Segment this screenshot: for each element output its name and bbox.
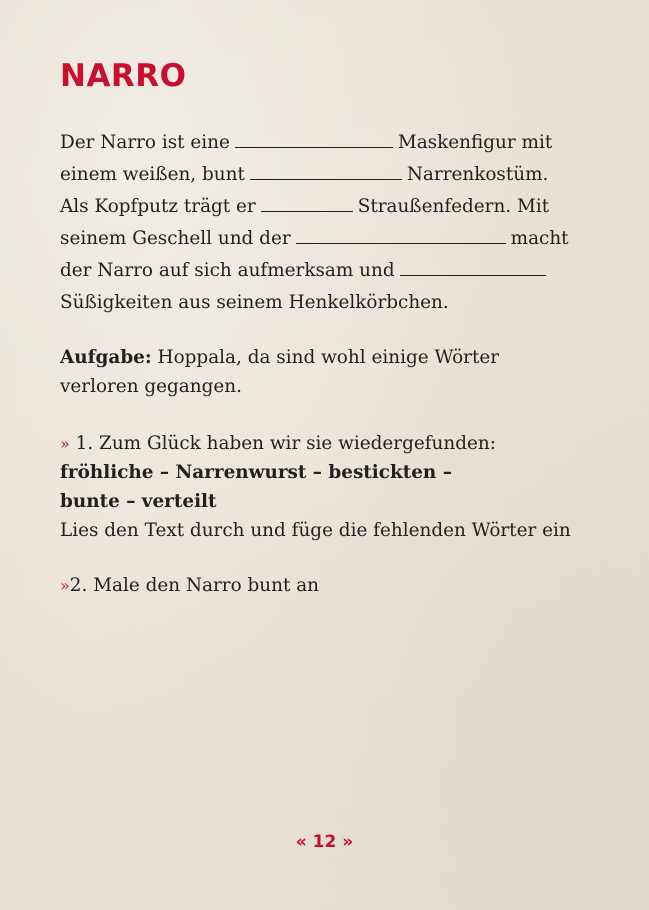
cloze-line-1: Der Narro ist eine Maskenfigur mit [60, 127, 620, 159]
word-list-line-1: fröhliche – Narrenwurst – bestickten – [60, 462, 452, 483]
task-text: Hoppala, da sind wohl einige Wörter [157, 347, 500, 368]
cloze-line-4: seinem Geschell und der macht [60, 223, 620, 255]
cloze-line-5: der Narro auf sich aufmerksam und [60, 255, 620, 287]
cloze-line-3: Als Kopfputz trägt er Straußenfedern. Mit [60, 191, 620, 223]
step-1 [60, 429, 620, 545]
page-number: « 12 » [295, 832, 354, 852]
task-block [60, 343, 620, 401]
step-1-instruction: Lies den Text durch und füge die fehlenden Wörter ein [60, 520, 571, 541]
blank-3[interactable] [261, 191, 353, 212]
step-1-text: 1. Zum Glück haben wir sie wiedergefunden: [75, 433, 496, 454]
blank-2[interactable] [250, 159, 402, 180]
blank-4[interactable] [296, 223, 506, 244]
cloze-line-6: Süßigkeiten aus seinem Henkelkörbchen. [60, 292, 449, 313]
page-title: NARRO [60, 58, 187, 94]
blank-5[interactable] [400, 255, 546, 276]
step-2 [60, 571, 620, 600]
cloze-line-2: einem weißen, bunt Narrenkostüm. [60, 159, 620, 191]
word-list-line-2: bunte – verteilt [60, 491, 217, 512]
task-label: Aufgabe: [60, 347, 152, 368]
task-text-2: verloren gegangen. [60, 376, 242, 397]
step-2-marker: » [60, 576, 70, 595]
cloze-text [60, 127, 620, 319]
blank-1[interactable] [235, 127, 393, 148]
step-2-text: 2. Male den Narro bunt an [69, 575, 320, 596]
step-1-marker: » [60, 434, 70, 453]
